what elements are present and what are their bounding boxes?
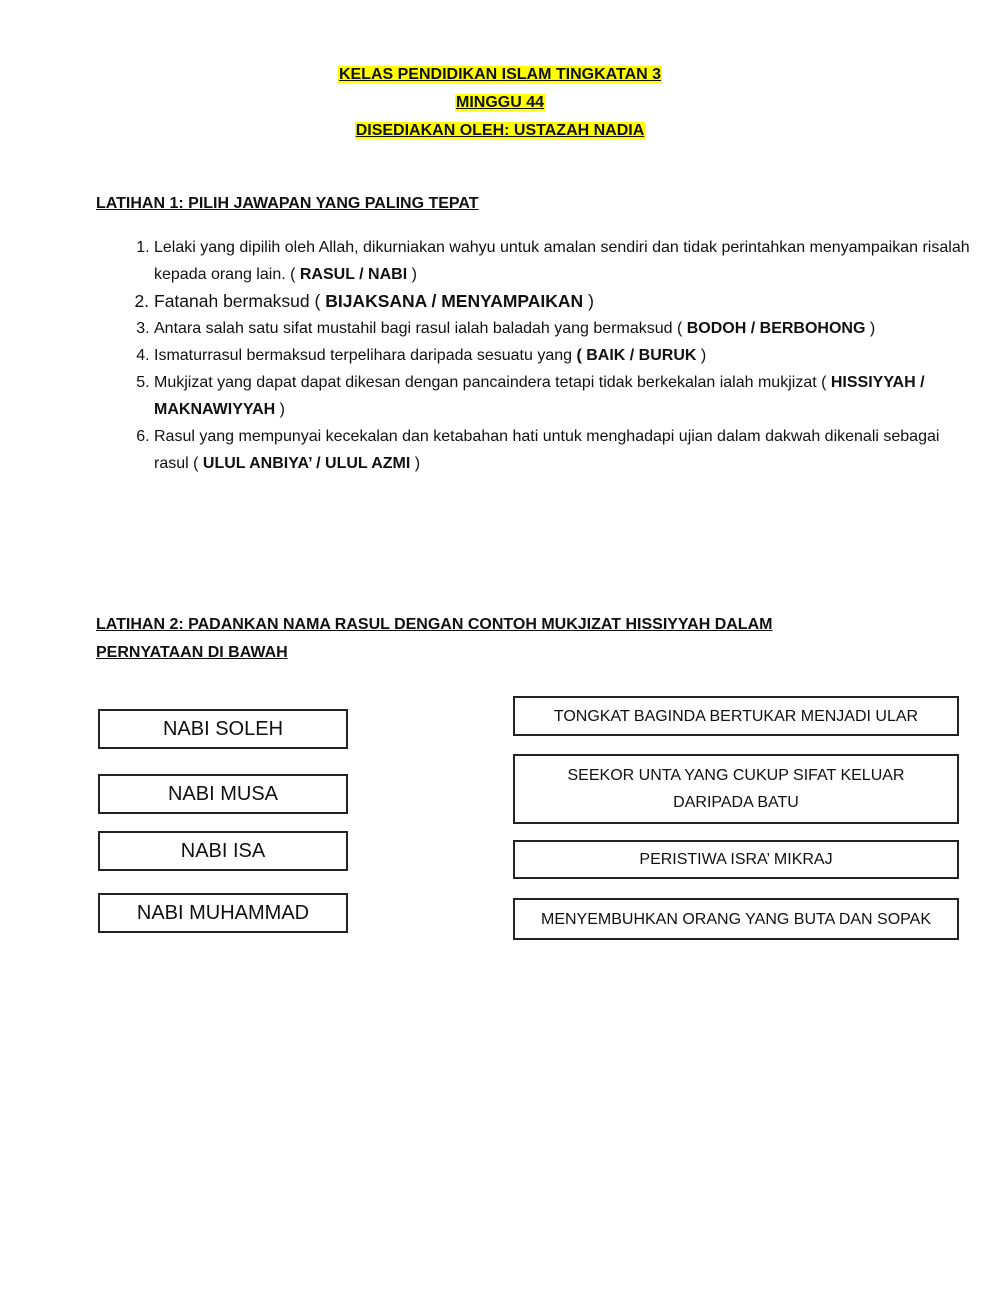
- rasul-box-muhammad[interactable]: NABI MUHAMMAD: [98, 893, 348, 933]
- mukjizat-box-unta[interactable]: SEEKOR UNTA YANG CUKUP SIFAT KELUAR DARIPADA BATU: [513, 754, 959, 824]
- question-2: 2. Fatanah bermaksud ( BIJAKSANA / MENYAMPAIKAN ): [154, 288, 974, 315]
- question-3: 3. Antara salah satu sifat mustahil bagi rasul ialah baladah yang bermaksud ( BODOH / BERBOHONG ): [154, 315, 974, 342]
- mukjizat-box-isra-mikraj[interactable]: PERISTIWA ISRA’ MIKRAJ: [513, 840, 959, 879]
- answer-options[interactable]: BIJAKSANA / MENYAMPAIKAN: [325, 291, 584, 311]
- question-6: 6. Rasul yang mempunyai kecekalan dan ketabahan hati untuk menghadapi ujian dalam dakwah dikenali sebagai rasul ( ULUL ANBIYA’ / ULUL AZMI ): [154, 423, 974, 477]
- question-list: [96, 234, 974, 477]
- header-week: MINGGU 44: [455, 94, 544, 111]
- answer-options[interactable]: RASUL / NABI: [299, 266, 408, 283]
- header-author: DISEDIAKAN OLEH: USTAZAH NADIA: [355, 122, 645, 139]
- latihan1-title: LATIHAN 1: PILIH JAWAPAN YANG PALING TEPAT: [96, 195, 479, 212]
- answer-options[interactable]: ULUL ANBIYA’ / ULUL AZMI: [202, 455, 411, 472]
- mukjizat-box-menyembuhkan[interactable]: MENYEMBUHKAN ORANG YANG BUTA DAN SOPAK: [513, 898, 959, 940]
- rasul-box-soleh[interactable]: NABI SOLEH: [98, 709, 348, 749]
- latihan2-title-line1: LATIHAN 2: PADANKAN NAMA RASUL DENGAN CONTOH MUKJIZAT HISSIYYAH DALAM: [96, 616, 773, 633]
- answer-options[interactable]: BODOH / BERBOHONG: [686, 320, 866, 337]
- question-4: 4. Ismaturrasul bermaksud terpelihara daripada sesuatu yang ( BAIK / BURUK ): [154, 342, 974, 369]
- answer-options[interactable]: HISSIYYAH / MAKNAWIYYAH: [154, 374, 925, 418]
- latihan2-title: [96, 611, 772, 667]
- rasul-box-isa[interactable]: NABI ISA: [98, 831, 348, 871]
- latihan2-title-line2: PERNYATAAN DI BAWAH: [96, 644, 288, 661]
- rasul-box-musa[interactable]: NABI MUSA: [98, 774, 348, 814]
- header-class-title: KELAS PENDIDIKAN ISLAM TINGKATAN 3: [338, 66, 662, 83]
- question-5: 5. Mukjizat yang dapat dapat dikesan dengan pancaindera tetapi tidak berkekalan ialah mukjizat ( HISSIYYAH / MAKNAWIYYAH ): [154, 369, 974, 423]
- question-1: 1. Lelaki yang dipilih oleh Allah, dikurniakan wahyu untuk amalan sendiri dan tidak perintahkan menyampaikan risalah kepada orang lain. ( RASUL / NABI ): [154, 234, 974, 288]
- mukjizat-box-tongkat[interactable]: TONGKAT BAGINDA BERTUKAR MENJADI ULAR: [513, 696, 959, 736]
- answer-options[interactable]: ( BAIK / BURUK: [576, 347, 697, 364]
